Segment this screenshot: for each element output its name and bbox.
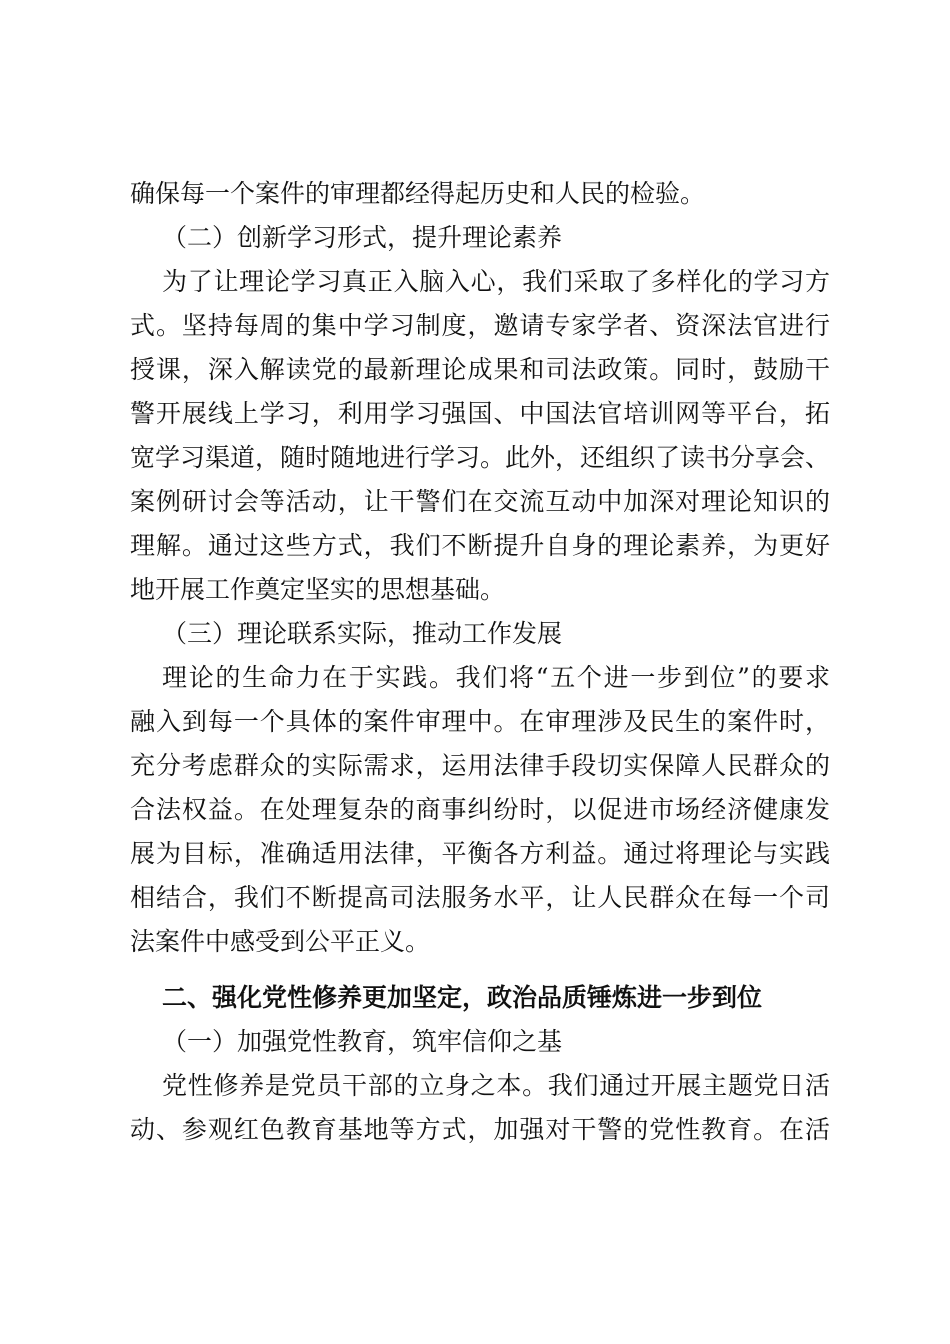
paragraph-line: 为了让理论学习真正入脑入心，我们采取了多样化的学习方: [162, 267, 830, 296]
paragraph-line: 式。坚持每周的集中学习制度，邀请专家学者、资深法官进行: [130, 311, 830, 340]
paragraph-line: 合法权益。在处理复杂的商事纠纷时，以促进市场经济健康发: [130, 795, 830, 824]
paragraph-line: 展为目标，准确适用法律，平衡各方利益。通过将理论与实践: [130, 839, 830, 868]
paragraph-line: 宽学习渠道，随时随地进行学习。此外，还组织了读书分享会、: [130, 443, 831, 472]
section-subheading-3: （三）理论联系实际，推动工作发展: [162, 619, 563, 648]
paragraph-line: 地开展工作奠定坚实的思想基础。: [130, 575, 506, 604]
paragraph-line: 动、参观红色教育基地等方式，加强对干警的党性教育。在活: [130, 1115, 830, 1144]
paragraph-line: 确保每一个案件的审理都经得起历史和人民的检验。: [130, 179, 706, 208]
paragraph-line: 授课，深入解读党的最新理论成果和司法政策。同时，鼓励干: [130, 355, 830, 384]
section-subheading-1: （一）加强党性教育，筑牢信仰之基: [162, 1027, 563, 1056]
paragraph-line: 党性修养是党员干部的立身之本。我们通过开展主题党日活: [162, 1071, 830, 1100]
paragraph-line: 相结合，我们不断提高司法服务水平，让人民群众在每一个司: [130, 883, 830, 912]
section-subheading-2: （二）创新学习形式，提升理论素养: [162, 223, 563, 252]
paragraph-line: 融入到每一个具体的案件审理中。在审理涉及民生的案件时，: [130, 707, 830, 736]
paragraph-line: 警开展线上学习，利用学习强国、中国法官培训网等平台，拓: [130, 399, 830, 428]
paragraph-line: 案例研讨会等活动，让干警们在交流互动中加深对理论知识的: [130, 487, 830, 516]
paragraph-line: 充分考虑群众的实际需求，运用法律手段切实保障人民群众的: [130, 751, 830, 780]
section-heading-2: 二、强化党性修养更加坚定，政治品质锤炼进一步到位: [162, 983, 763, 1012]
paragraph-line: 法案件中感受到公平正义。: [130, 927, 431, 956]
paragraph-line: 理解。通过这些方式，我们不断提升自身的理论素养，为更好: [130, 531, 830, 560]
paragraph-line: 理论的生命力在于实践。我们将“五个进一步到位”的要求: [162, 663, 830, 692]
